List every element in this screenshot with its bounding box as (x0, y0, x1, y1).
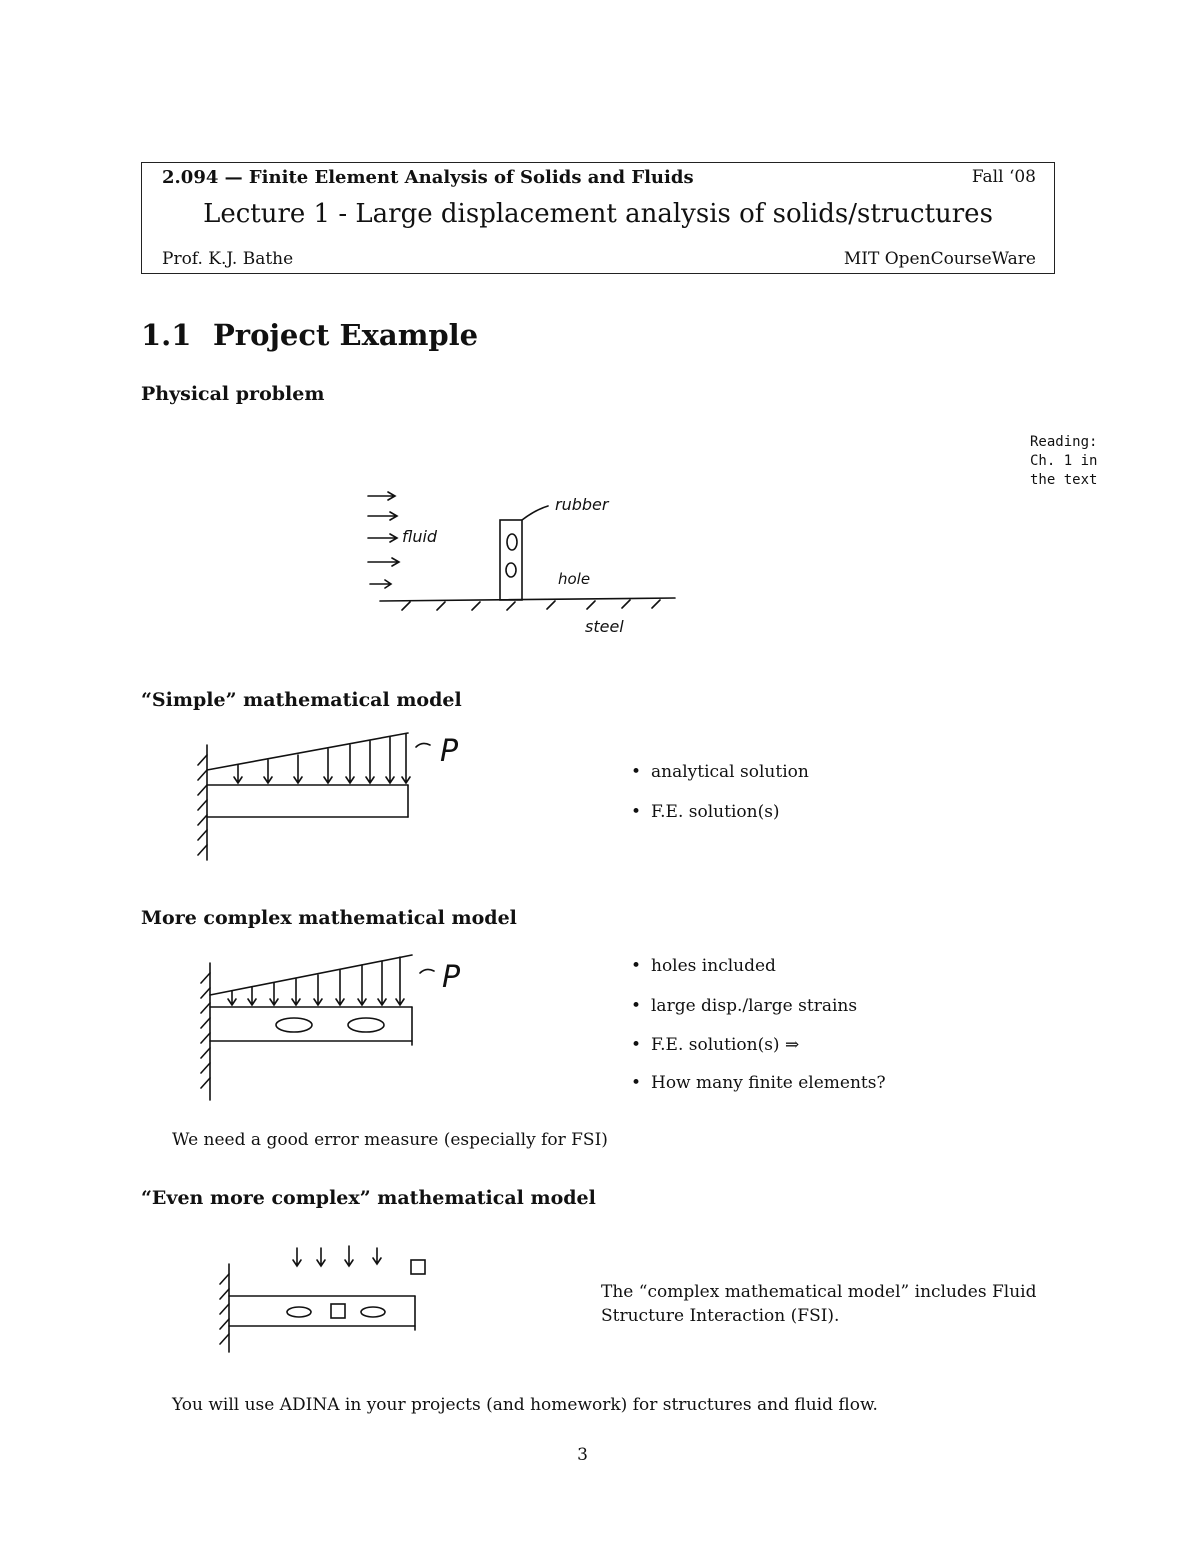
lecture-header-box (141, 162, 1055, 274)
hole-shape (361, 1307, 385, 1317)
fsi-beam-sketch (205, 1240, 445, 1360)
wall-hatching (201, 973, 210, 1088)
fluid-load-arrows (293, 1246, 381, 1266)
fsi-description-line: Structure Interaction (FSI). (601, 1306, 840, 1326)
hole-shape (348, 1018, 384, 1032)
load-arrows (234, 734, 410, 783)
load-profile (207, 733, 408, 770)
lecture-title: Lecture 1 - Large displacement analysis of solids/structures (203, 199, 993, 229)
rubber-label: rubber (555, 495, 609, 514)
hole-shape (507, 534, 517, 550)
professor-name: Prof. K.J. Bathe (162, 249, 294, 269)
wall-hatching (198, 755, 207, 855)
rubber-leader-line (522, 506, 548, 520)
adina-note: You will use ADINA in your projects (and homework) for structures and fluid flow. (172, 1395, 878, 1415)
simple-beam-sketch (190, 725, 480, 865)
fsi-description-line: The “complex mathematical model” includes Fluid (601, 1282, 1037, 1302)
bullet-icon: • (631, 1035, 642, 1055)
pressure-label: P (442, 960, 461, 995)
margin-note-line: Reading: (1030, 434, 1098, 450)
bullet-item: • large disp./large strains (631, 996, 858, 1016)
fsi-description (601, 1280, 1037, 1328)
page-number: 3 (577, 1445, 588, 1465)
section-heading (141, 318, 478, 352)
mesh-element-icon (331, 1304, 345, 1318)
section-title: Project Example (213, 318, 479, 352)
section-number: 1.1 (141, 318, 192, 352)
bullet-item: • F.E. solution(s) ⇒ (631, 1035, 800, 1055)
bullet-item: • holes included (631, 956, 776, 976)
margin-note-line: Ch. 1 in (1030, 453, 1098, 469)
source-label: MIT OpenCourseWare (843, 249, 1036, 269)
fluid-flow-arrows (368, 492, 399, 588)
rubber-block (500, 520, 522, 600)
wall-hatching (220, 1274, 229, 1344)
hole-shape (276, 1018, 312, 1032)
bullet-icon: • (631, 802, 642, 822)
tilde-mark (416, 743, 430, 747)
load-arrows (228, 957, 404, 1005)
hole-label: hole (558, 570, 591, 588)
bullet-item: • How many finite elements? (631, 1073, 886, 1093)
even-more-complex-heading: “Even more complex” mathematical model (141, 1187, 596, 1209)
reading-margin-note (1030, 433, 1097, 490)
bullet-icon: • (631, 956, 642, 976)
complex-beam-sketch (190, 945, 480, 1105)
pressure-label: P (440, 734, 459, 769)
term-label: Fall ‘08 (971, 167, 1036, 187)
tilde-mark (420, 969, 434, 973)
bullet-icon: • (631, 762, 642, 782)
mesh-element-icon (411, 1260, 425, 1274)
course-title: 2.094 — Finite Element Analysis of Solids and Fluids (162, 167, 694, 188)
ground-hatching (402, 600, 660, 610)
error-measure-note: We need a good error measure (especially for FSI) (172, 1130, 608, 1150)
bullet-icon: • (631, 996, 642, 1016)
simple-model-heading: “Simple” mathematical model (141, 689, 462, 711)
fluid-label: fluid (402, 527, 438, 546)
physical-problem-heading: Physical problem (141, 383, 325, 405)
bullet-icon: • (631, 1073, 642, 1093)
steel-label: steel (585, 617, 624, 636)
margin-note-line: the text (1030, 472, 1098, 488)
hole-shape (506, 563, 516, 577)
complex-model-heading: More complex mathematical model (141, 907, 517, 929)
physical-problem-sketch (340, 480, 700, 650)
steel-ground-line (380, 598, 675, 601)
bullet-item: • F.E. solution(s) (631, 802, 780, 822)
hole-shape (287, 1307, 311, 1317)
bullet-item: • analytical solution (631, 762, 809, 782)
